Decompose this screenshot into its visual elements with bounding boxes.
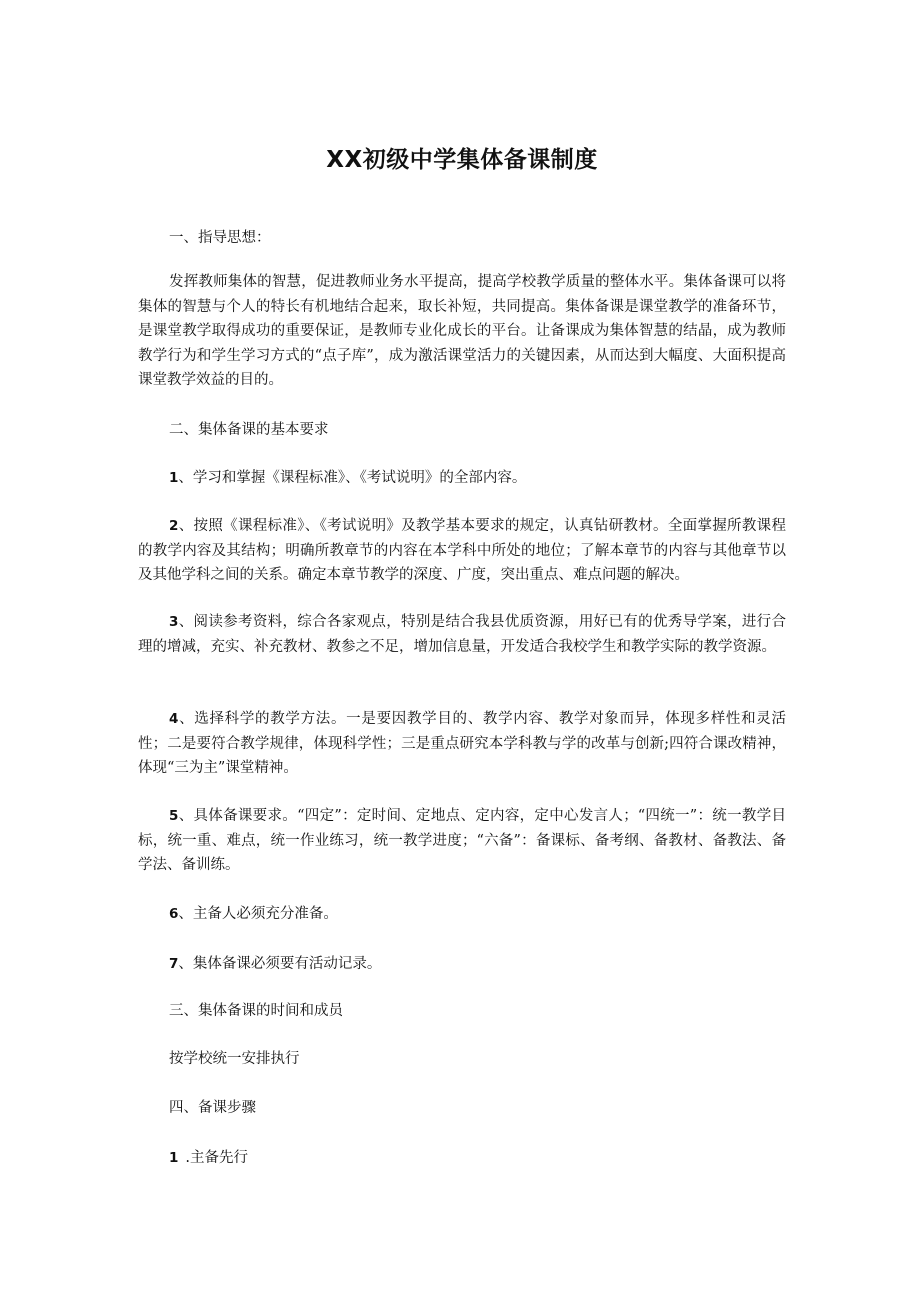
requirement-item <box>138 952 786 977</box>
requirement-text: 、具体备课要求。“四定”：定时间、定地点、定内容，定中心发言人；“四统一”：统一教学目标，统一重、难点，统一作业练习，统一教学进度；“六备”：备课标、备考纲、备教材、备教法、备学法、备训练。 <box>138 808 786 873</box>
requirement-item <box>138 902 786 927</box>
document-title: XX初级中学集体备课制度 <box>326 147 598 173</box>
requirement-number: 2 <box>169 518 179 534</box>
section-1-heading: 一、指导思想： <box>169 230 271 246</box>
section-4-heading: 四、备课步骤 <box>169 1100 256 1116</box>
requirement-text: 、按照《课程标准》、《考试说明》及教学基本要求的规定，认真钻研教材。全面掌握所教课程的教学内容及其结构；明确所教章节的内容在本学科中所处的地位；了解本章节的内容与其他章节以及其他学科之间的关系。确定本章节教学的深度、广度，突出重点、难点问题的解决。 <box>138 518 786 583</box>
requirement-item <box>138 466 786 491</box>
requirement-text: 、集体备课必须要有活动记录。 <box>178 956 382 972</box>
section-2-heading: 二、集体备课的基本要求 <box>169 422 329 438</box>
step-item <box>138 1146 786 1171</box>
section-3-body: 按学校统一安排执行 <box>169 1051 300 1067</box>
requirement-text: 、阅读参考资料，综合各家观点，特别是结合我县优质资源，用好已有的优秀导学案，进行合理的增减，充实、补充教材、教参之不足，增加信息量，开发适合我校学生和教学实际的教学资源。 <box>138 614 786 655</box>
requirement-number: 7 <box>169 956 179 972</box>
requirement-text: 、学习和掌握《课程标准》、《考试说明》的全部内容。 <box>178 470 527 486</box>
requirement-number: 5 <box>169 808 179 824</box>
section-1-body: 发挥教师集体的智慧，促进教师业务水平提高，提高学校教学质量的整体水平。集体备课可以将集体的智慧与个人的特长有机地结合起来，取长补短，共同提高。集体备课是课堂教学的准备环节，是课堂教学取得成功的重要保证，是教师专业化成长的平台。让备课成为集体智慧的结晶，成为教师教学行为和学生学习方式的“点子库”，成为激活课堂活力的关键因素，从而达到大幅度、大面积提高课堂教学效益的目的。 <box>138 274 786 388</box>
requirement-text: 、选择科学的教学方法。一是要因教学目的、教学内容、教学对象而异，体现多样性和灵活性；二是要符合教学规律，体现科学性；三是重点研究本学科教与学的改革与创新;四符合课改精神，体现“三为主”课堂精神。 <box>138 711 786 776</box>
requirement-text: 、主备人必须充分准备。 <box>178 906 338 922</box>
requirement-item <box>138 707 786 781</box>
requirement-number: 4 <box>169 711 179 727</box>
requirement-item <box>138 804 786 878</box>
requirement-item <box>138 514 786 588</box>
step-number: 1 <box>169 1150 179 1166</box>
requirement-number: 6 <box>169 906 179 922</box>
section-3-heading: 三、集体备课的时间和成员 <box>169 1003 343 1019</box>
requirement-item <box>138 610 786 659</box>
requirement-number: 3 <box>169 614 179 630</box>
step-text: .主备先行 <box>185 1150 249 1166</box>
requirement-number: 1 <box>169 470 179 486</box>
